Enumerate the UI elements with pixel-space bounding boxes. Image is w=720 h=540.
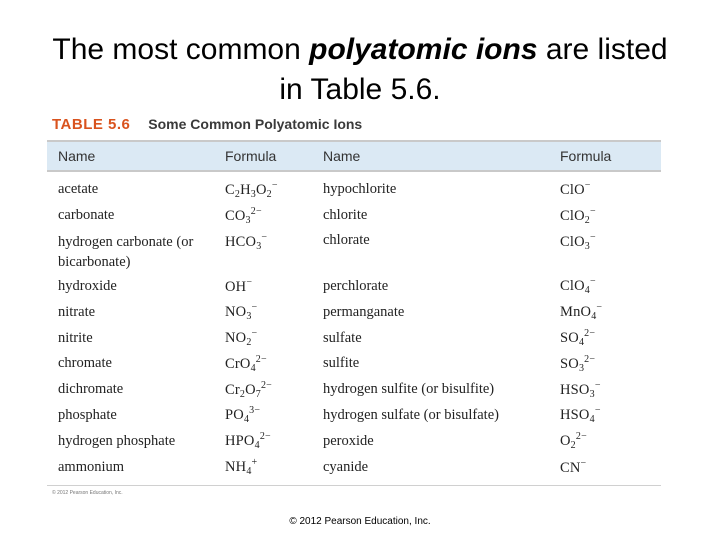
table-number: TABLE 5.6: [52, 116, 131, 133]
ion-formula: ClO−: [560, 180, 591, 199]
ion-name: cyanide: [323, 458, 369, 475]
ion-name: carbonate: [58, 207, 115, 224]
slide-title: [40, 30, 680, 110]
slide-copyright: © 2012 Pearson Education, Inc.: [289, 516, 431, 527]
header-name: Name: [58, 148, 96, 164]
ion-name: sulfite: [323, 355, 360, 372]
ion-name: sulfate: [323, 329, 362, 346]
ion-name: hydrogen sulfate (or bisulfate): [323, 406, 499, 423]
table-title: Some Common Polyatomic Ions: [148, 116, 363, 132]
table-row: [47, 428, 661, 454]
table-row: [47, 325, 661, 351]
ion-formula: $HSO_3^-$: [560, 379, 601, 400]
table-row: [47, 299, 661, 325]
ion-name: chlorite: [323, 207, 368, 224]
header-formula: Formula: [560, 148, 612, 164]
ion-formula: OH−: [225, 276, 253, 295]
ion-name: acetate: [58, 181, 99, 198]
ion-formula: $C_2H_3O_2^-$: [225, 179, 278, 200]
ion-formula: $NO_3^-$: [225, 302, 258, 323]
table-body: [47, 172, 661, 480]
ion-name: perchlorate: [323, 277, 389, 294]
ion-formula: $CO_3^{2-}$: [225, 205, 262, 226]
ion-name: hypochlorite: [323, 181, 397, 198]
ion-formula: $Cr_2O_7^{2-}$: [225, 379, 273, 400]
table-footer-rule: [47, 485, 661, 486]
polyatomic-ions-table: [47, 140, 661, 480]
table-row: [47, 377, 661, 403]
ion-name: hydroxide: [58, 277, 117, 294]
ion-formula: ClO$_2$−: [560, 205, 596, 226]
ion-formula: $HPO_4^{2-}$: [225, 431, 271, 452]
ion-name: chlorate: [323, 231, 370, 248]
ion-name: hydrogen carbonate (or bicarbonate): [58, 233, 194, 270]
table-row: [47, 203, 661, 229]
ion-formula: $SO_3^{2-}$: [560, 353, 596, 374]
table-copyright: © 2012 Pearson Education, Inc.: [52, 490, 123, 496]
ion-name: chromate: [58, 355, 112, 372]
ion-formula: $O_2^{2-}$: [560, 431, 587, 452]
ion-name: phosphate: [58, 406, 117, 423]
header-name: Name: [323, 148, 361, 164]
title-emphasis: polyatomic ions: [309, 33, 538, 66]
ion-formula: $PO_4^{3-}$: [225, 405, 261, 426]
title-text: The most common: [52, 33, 310, 66]
table-caption: [52, 112, 362, 136]
ion-formula: $NH_4^+$: [225, 457, 258, 478]
ion-formula: $NO_2^-$: [225, 328, 258, 349]
ion-name: permanganate: [323, 303, 405, 320]
table-row: [47, 351, 661, 377]
table-row: [47, 274, 661, 300]
ion-formula: CrO$_4^{2-}$: [225, 353, 267, 374]
ion-formula: $SO_4^{2-}$: [560, 328, 596, 349]
table-row: [47, 454, 661, 480]
table-header: [47, 142, 661, 172]
ion-name: peroxide: [323, 432, 374, 449]
ion-name: hydrogen phosphate: [58, 432, 176, 449]
ion-formula: $HSO_4^-$: [560, 405, 601, 426]
title-text-end: are listed in Table 5.6.: [279, 33, 668, 106]
ion-formula: MnO$_4$−: [560, 302, 603, 323]
ion-name: dichromate: [58, 381, 124, 398]
ion-formula: ClO$_3$−: [560, 231, 596, 252]
ion-name: nitrite: [58, 329, 93, 346]
ion-name: nitrate: [58, 303, 96, 320]
ion-formula: CN−: [560, 457, 587, 476]
header-formula: Formula: [225, 148, 277, 164]
ion-name: ammonium: [58, 458, 125, 475]
table-row: [47, 403, 661, 429]
ion-name: hydrogen sulfite (or bisulfite): [323, 381, 495, 398]
table-row: [47, 229, 661, 274]
ion-formula: $HCO_3^-$: [225, 231, 268, 252]
table-row: [47, 177, 661, 203]
ion-formula: ClO$_4$−: [560, 276, 596, 297]
